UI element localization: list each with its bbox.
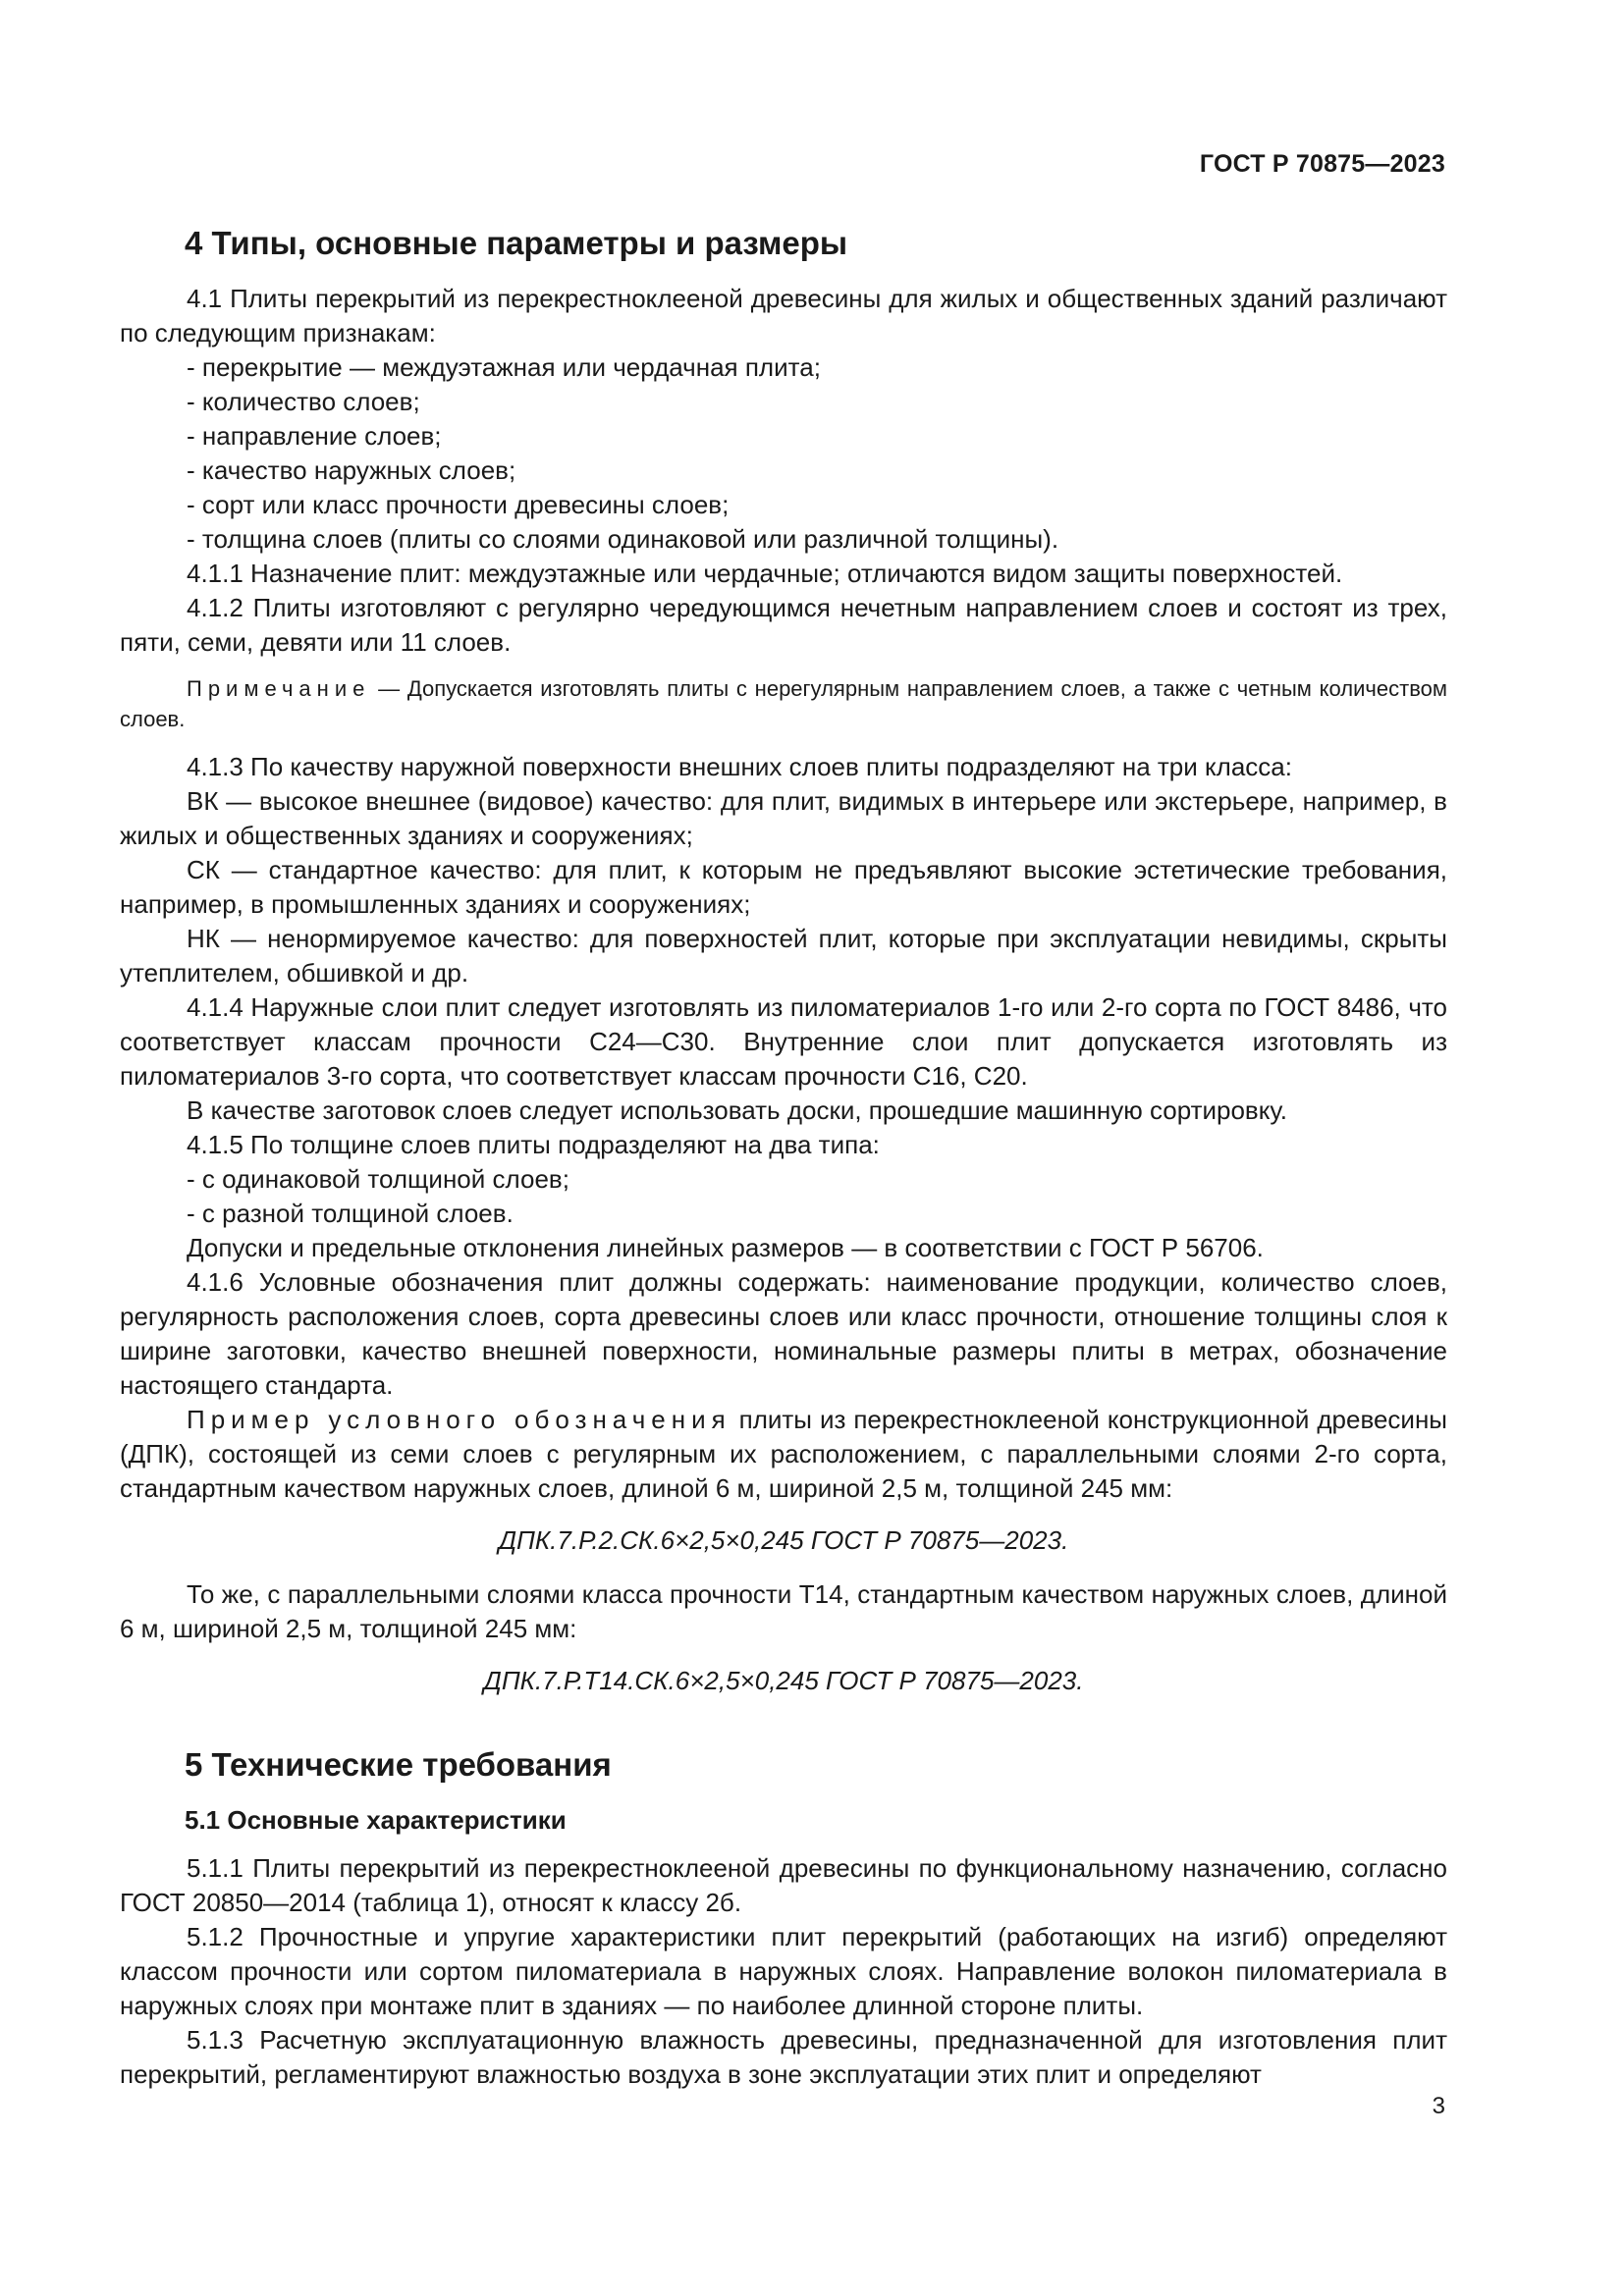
paragraph-tolerances: Допуски и предельные отклонения линейных размеров — в соответствии с ГОСТ Р 56706. <box>187 1233 1264 1262</box>
example-text: плиты из перекрестноклееной конструкционной древесины (ДПК), состоящей из семи слоев с регулярным их расположением, с параллельными слоями 2-го сорта, стандартным качеством наружных слоев, длиной 6 м, шириной 2,5 м, толщиной 245 мм: <box>120 1405 1447 1503</box>
standard-designation-header: ГОСТ Р 70875—2023 <box>1199 150 1445 178</box>
list-item: - перекрытие — междуэтажная или чердачная плита; <box>187 352 821 382</box>
page-content <box>120 222 1447 2092</box>
section-5-heading: 5 Технические требования <box>185 1746 612 1783</box>
paragraph-5-1-2: 5.1.2 Прочностные и упругие характеристики плит перекрытий (работающих на изгиб) определяют классом прочности или сортом пиломатериала в наружных слоях. Направление волокон пиломатериала в наружных слоях при монтаже плит в зданиях — по наиболее длинной стороне плиты. <box>120 1922 1447 2020</box>
paragraph-4-1-1: 4.1.1 Назначение плит: междуэтажные или чердачные; отличаются видом защиты поверхностей. <box>187 559 1343 588</box>
designation-example-2: ДПК.7.Р.Т14.СК.6×2,5×0,245 ГОСТ Р 70875—2023. <box>483 1666 1084 1695</box>
designation-example-1: ДПК.7.Р.2.СК.6×2,5×0,245 ГОСТ Р 70875—2023. <box>498 1525 1069 1555</box>
page-number: 3 <box>1432 2093 1445 2119</box>
list-item: - направление слоев; <box>187 421 442 451</box>
list-item: - качество наружных слоев; <box>187 455 516 485</box>
paragraph-4-1-4: 4.1.4 Наружные слои плит следует изготовлять из пиломатериалов 1-го или 2-го сорта по ГОСТ 8486, что соответствует классам прочности С24—С30. Внутренние слои плит допускается изготовлять из пиломатериалов 3-го сорта, что соответствует классам прочности С16, С20. <box>120 992 1447 1091</box>
list-item: - с разной толщиной слоев. <box>187 1199 514 1228</box>
paragraph-same: То же, с параллельными слоями класса прочности Т14, стандартным качеством наружных слоев, длиной 6 м, шириной 2,5 м, толщиной 245 мм: <box>120 1579 1447 1643</box>
example-label: Пример условного обозначения <box>187 1405 731 1434</box>
subsection-5-1-heading: 5.1 Основные характеристики <box>185 1805 567 1835</box>
paragraph-4-1-3: 4.1.3 По качеству наружной поверхности внешних слоев плиты подразделяют на три класса: <box>187 752 1292 781</box>
paragraph-4-1-5: 4.1.5 По толщине слоев плиты подразделяют на два типа: <box>187 1130 880 1159</box>
paragraph-4-1-2: 4.1.2 Плиты изготовляют с регулярно чередующимся нечетным направлением слоев и состоят из трех, пяти, семи, девяти или 11 слоев. <box>120 593 1447 657</box>
list-item: - количество слоев; <box>187 387 420 416</box>
note-label: Примечание <box>187 676 371 701</box>
quality-class-nk: НК — ненормируемое качество: для поверхностей плит, которые при эксплуатации невидимы, скрыты утеплителем, обшивкой и др. <box>120 924 1447 988</box>
quality-class-vk: ВК — высокое внешнее (видовое) качество: для плит, видимых в интерьере или экстерьере, например, в жилых и общественных зданиях и сооружениях; <box>120 786 1447 850</box>
paragraph-4-1-6: 4.1.6 Условные обозначения плит должны содержать: наименование продукции, количество слоев, регулярность расположения слоев, сорта древесины слоев или класс прочности, отношение толщины слоя к ширине заготовки, качество внешней поверхности, номинальные размеры плиты в метрах, обозначение настоящего стандарта. <box>120 1267 1447 1400</box>
list-item: - толщина слоев (плиты со слоями одинаковой или различной толщины). <box>187 524 1059 554</box>
paragraph-4-1: 4.1 Плиты перекрытий из перекрестноклееной древесины для жилых и общественных зданий различают по следующим признакам: <box>120 284 1447 347</box>
list-item: - с одинаковой толщиной слоев; <box>187 1164 569 1194</box>
note <box>120 673 1447 734</box>
paragraph-5-1-3: 5.1.3 Расчетную эксплуатационную влажность древесины, предназначенной для изготовления плит перекрытий, регламентируют влажностью воздуха в зоне эксплуатации этих плит и определяют <box>120 2025 1447 2089</box>
paragraph-5-1-1: 5.1.1 Плиты перекрытий из перекрестноклееной древесины по функциональному назначению, согласно ГОСТ 20850—2014 (таблица 1), относят к классу 2б. <box>120 1853 1447 1917</box>
quality-class-sk: СК — стандартное качество: для плит, к которым не предъявляют высокие эстетические требования, например, в промышленных зданиях и сооружениях; <box>120 855 1447 919</box>
paragraph-blanks: В качестве заготовок слоев следует использовать доски, прошедшие машинную сортировку. <box>187 1095 1288 1125</box>
list-item: - сорт или класс прочности древесины слоев; <box>187 490 730 519</box>
section-4-heading: 4 Типы, основные параметры и размеры <box>185 225 848 261</box>
example-paragraph <box>120 1403 1447 1506</box>
note-text: — Допускается изготовлять плиты с нерегулярным направлением слоев, а также с четным количеством слоев. <box>120 676 1447 731</box>
